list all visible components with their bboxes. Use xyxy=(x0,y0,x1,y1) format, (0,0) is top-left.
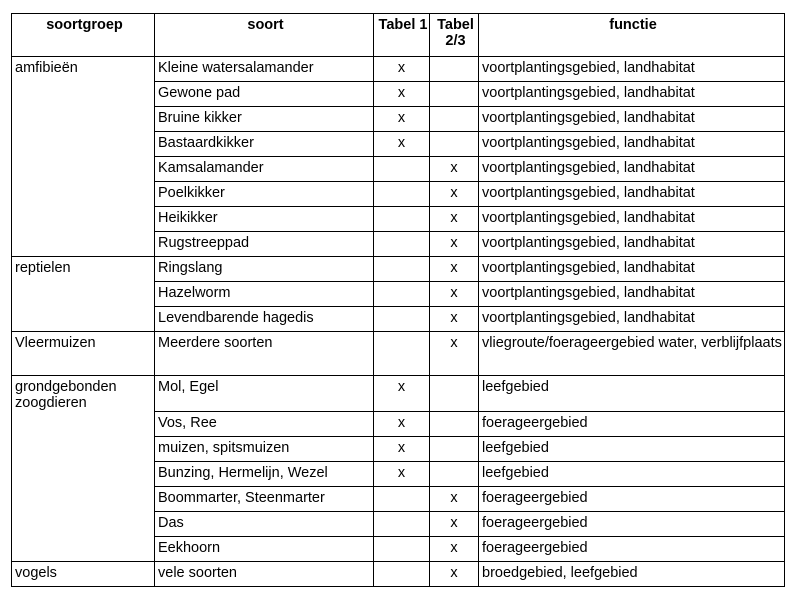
cell-soortgroep xyxy=(12,157,155,182)
cell-functie: voortplantingsgebied, landhabitat xyxy=(479,207,785,232)
table-row xyxy=(12,486,785,511)
cell-soort: Bunzing, Hermelijn, Wezel xyxy=(155,461,374,486)
cell-tabel-1 xyxy=(374,182,430,207)
cell-soortgroep xyxy=(12,536,155,561)
cell-soort: Bastaardkikker xyxy=(155,132,374,157)
cell-tabel-2-3 xyxy=(430,107,479,132)
cell-functie: broedgebied, leefgebied xyxy=(479,561,785,586)
cell-functie: leefgebied xyxy=(479,376,785,412)
cell-tabel-1 xyxy=(374,332,430,376)
cell-soortgroep: grondgebonden zoogdieren xyxy=(12,376,155,412)
table-row xyxy=(12,411,785,436)
table-row xyxy=(12,511,785,536)
cell-tabel-2-3 xyxy=(430,82,479,107)
cell-functie: voortplantingsgebied, landhabitat xyxy=(479,157,785,182)
cell-tabel-2-3: x xyxy=(430,257,479,282)
cell-tabel-1 xyxy=(374,207,430,232)
cell-soortgroep: vogels xyxy=(12,561,155,586)
cell-soortgroep xyxy=(12,82,155,107)
header-soort: soort xyxy=(155,14,374,57)
table-row xyxy=(12,232,785,257)
table-row xyxy=(12,376,785,412)
cell-soort: Bruine kikker xyxy=(155,107,374,132)
cell-tabel-1 xyxy=(374,282,430,307)
cell-tabel-2-3: x xyxy=(430,536,479,561)
cell-soortgroep xyxy=(12,486,155,511)
cell-tabel-1: x xyxy=(374,436,430,461)
cell-tabel-2-3: x xyxy=(430,207,479,232)
cell-soort: Poelkikker xyxy=(155,182,374,207)
cell-soort: Kleine watersalamander xyxy=(155,57,374,82)
cell-tabel-2-3 xyxy=(430,411,479,436)
cell-tabel-2-3: x xyxy=(430,511,479,536)
cell-tabel-2-3: x xyxy=(430,332,479,376)
cell-tabel-1 xyxy=(374,157,430,182)
table-row xyxy=(12,82,785,107)
header-row xyxy=(12,14,785,57)
cell-functie: voortplantingsgebied, landhabitat xyxy=(479,107,785,132)
cell-functie: voortplantingsgebied, landhabitat xyxy=(479,232,785,257)
cell-soortgroep: amfibieën xyxy=(12,57,155,82)
cell-tabel-1 xyxy=(374,561,430,586)
cell-tabel-2-3 xyxy=(430,376,479,412)
cell-soort: vele soorten xyxy=(155,561,374,586)
cell-functie: foerageergebied xyxy=(479,411,785,436)
cell-soortgroep xyxy=(12,307,155,332)
cell-tabel-1 xyxy=(374,511,430,536)
cell-tabel-1: x xyxy=(374,132,430,157)
cell-tabel-2-3: x xyxy=(430,182,479,207)
cell-tabel-1: x xyxy=(374,107,430,132)
table-row xyxy=(12,561,785,586)
cell-tabel-1 xyxy=(374,536,430,561)
cell-tabel-2-3: x xyxy=(430,232,479,257)
cell-tabel-1 xyxy=(374,307,430,332)
cell-tabel-1 xyxy=(374,257,430,282)
cell-functie: voortplantingsgebied, landhabitat xyxy=(479,307,785,332)
table-row xyxy=(12,436,785,461)
table-body xyxy=(12,57,785,587)
cell-tabel-1: x xyxy=(374,82,430,107)
header-tabel-2-3: Tabel 2/3 xyxy=(430,14,479,57)
cell-soortgroep: Vleermuizen xyxy=(12,332,155,376)
table-row xyxy=(12,207,785,232)
header-functie: functie xyxy=(479,14,785,57)
table-row xyxy=(12,157,785,182)
table-row xyxy=(12,536,785,561)
cell-tabel-2-3: x xyxy=(430,307,479,332)
cell-functie: voortplantingsgebied, landhabitat xyxy=(479,182,785,207)
cell-soort: Rugstreeppad xyxy=(155,232,374,257)
cell-tabel-1 xyxy=(374,486,430,511)
table-row xyxy=(12,57,785,82)
cell-soort: Mol, Egel xyxy=(155,376,374,412)
cell-tabel-1 xyxy=(374,232,430,257)
cell-soortgroep xyxy=(12,232,155,257)
cell-functie: leefgebied xyxy=(479,436,785,461)
table-row xyxy=(12,257,785,282)
cell-soortgroep xyxy=(12,107,155,132)
cell-tabel-2-3 xyxy=(430,461,479,486)
table-row xyxy=(12,307,785,332)
cell-soortgroep xyxy=(12,132,155,157)
table-row xyxy=(12,332,785,376)
cell-tabel-2-3: x xyxy=(430,561,479,586)
cell-soort: Levendbarende hagedis xyxy=(155,307,374,332)
species-table xyxy=(11,13,785,587)
cell-soortgroep xyxy=(12,411,155,436)
cell-tabel-2-3 xyxy=(430,57,479,82)
table-row xyxy=(12,461,785,486)
cell-soort: Boommarter, Steenmarter xyxy=(155,486,374,511)
cell-functie: vliegroute/foerageergebied water, verblijfplaats xyxy=(479,332,785,376)
cell-tabel-2-3: x xyxy=(430,157,479,182)
cell-tabel-1: x xyxy=(374,376,430,412)
cell-functie: voortplantingsgebied, landhabitat xyxy=(479,257,785,282)
cell-soortgroep xyxy=(12,207,155,232)
header-tabel-1: Tabel 1 xyxy=(374,14,430,57)
cell-soort: Vos, Ree xyxy=(155,411,374,436)
cell-tabel-2-3 xyxy=(430,132,479,157)
cell-soortgroep xyxy=(12,511,155,536)
cell-functie: foerageergebied xyxy=(479,511,785,536)
cell-soort: muizen, spitsmuizen xyxy=(155,436,374,461)
table-row xyxy=(12,107,785,132)
cell-soortgroep xyxy=(12,461,155,486)
cell-soort: Ringslang xyxy=(155,257,374,282)
cell-soort: Meerdere soorten xyxy=(155,332,374,376)
cell-functie: voortplantingsgebied, landhabitat xyxy=(479,282,785,307)
cell-soortgroep xyxy=(12,282,155,307)
cell-tabel-1: x xyxy=(374,57,430,82)
cell-functie: voortplantingsgebied, landhabitat xyxy=(479,82,785,107)
cell-functie: voortplantingsgebied, landhabitat xyxy=(479,132,785,157)
table-row xyxy=(12,282,785,307)
cell-functie: leefgebied xyxy=(479,461,785,486)
cell-soortgroep xyxy=(12,436,155,461)
cell-soort: Heikikker xyxy=(155,207,374,232)
cell-tabel-2-3 xyxy=(430,436,479,461)
cell-functie: foerageergebied xyxy=(479,486,785,511)
cell-soort: Hazelworm xyxy=(155,282,374,307)
cell-functie: voortplantingsgebied, landhabitat xyxy=(479,57,785,82)
cell-soort: Eekhoorn xyxy=(155,536,374,561)
header-soortgroep: soortgroep xyxy=(12,14,155,57)
cell-tabel-2-3: x xyxy=(430,486,479,511)
table-row xyxy=(12,132,785,157)
table-row xyxy=(12,182,785,207)
cell-tabel-1: x xyxy=(374,461,430,486)
cell-soort: Gewone pad xyxy=(155,82,374,107)
cell-tabel-1: x xyxy=(374,411,430,436)
cell-soort: Das xyxy=(155,511,374,536)
cell-functie: foerageergebied xyxy=(479,536,785,561)
cell-tabel-2-3: x xyxy=(430,282,479,307)
cell-soort: Kamsalamander xyxy=(155,157,374,182)
cell-soortgroep xyxy=(12,182,155,207)
cell-soortgroep: reptielen xyxy=(12,257,155,282)
